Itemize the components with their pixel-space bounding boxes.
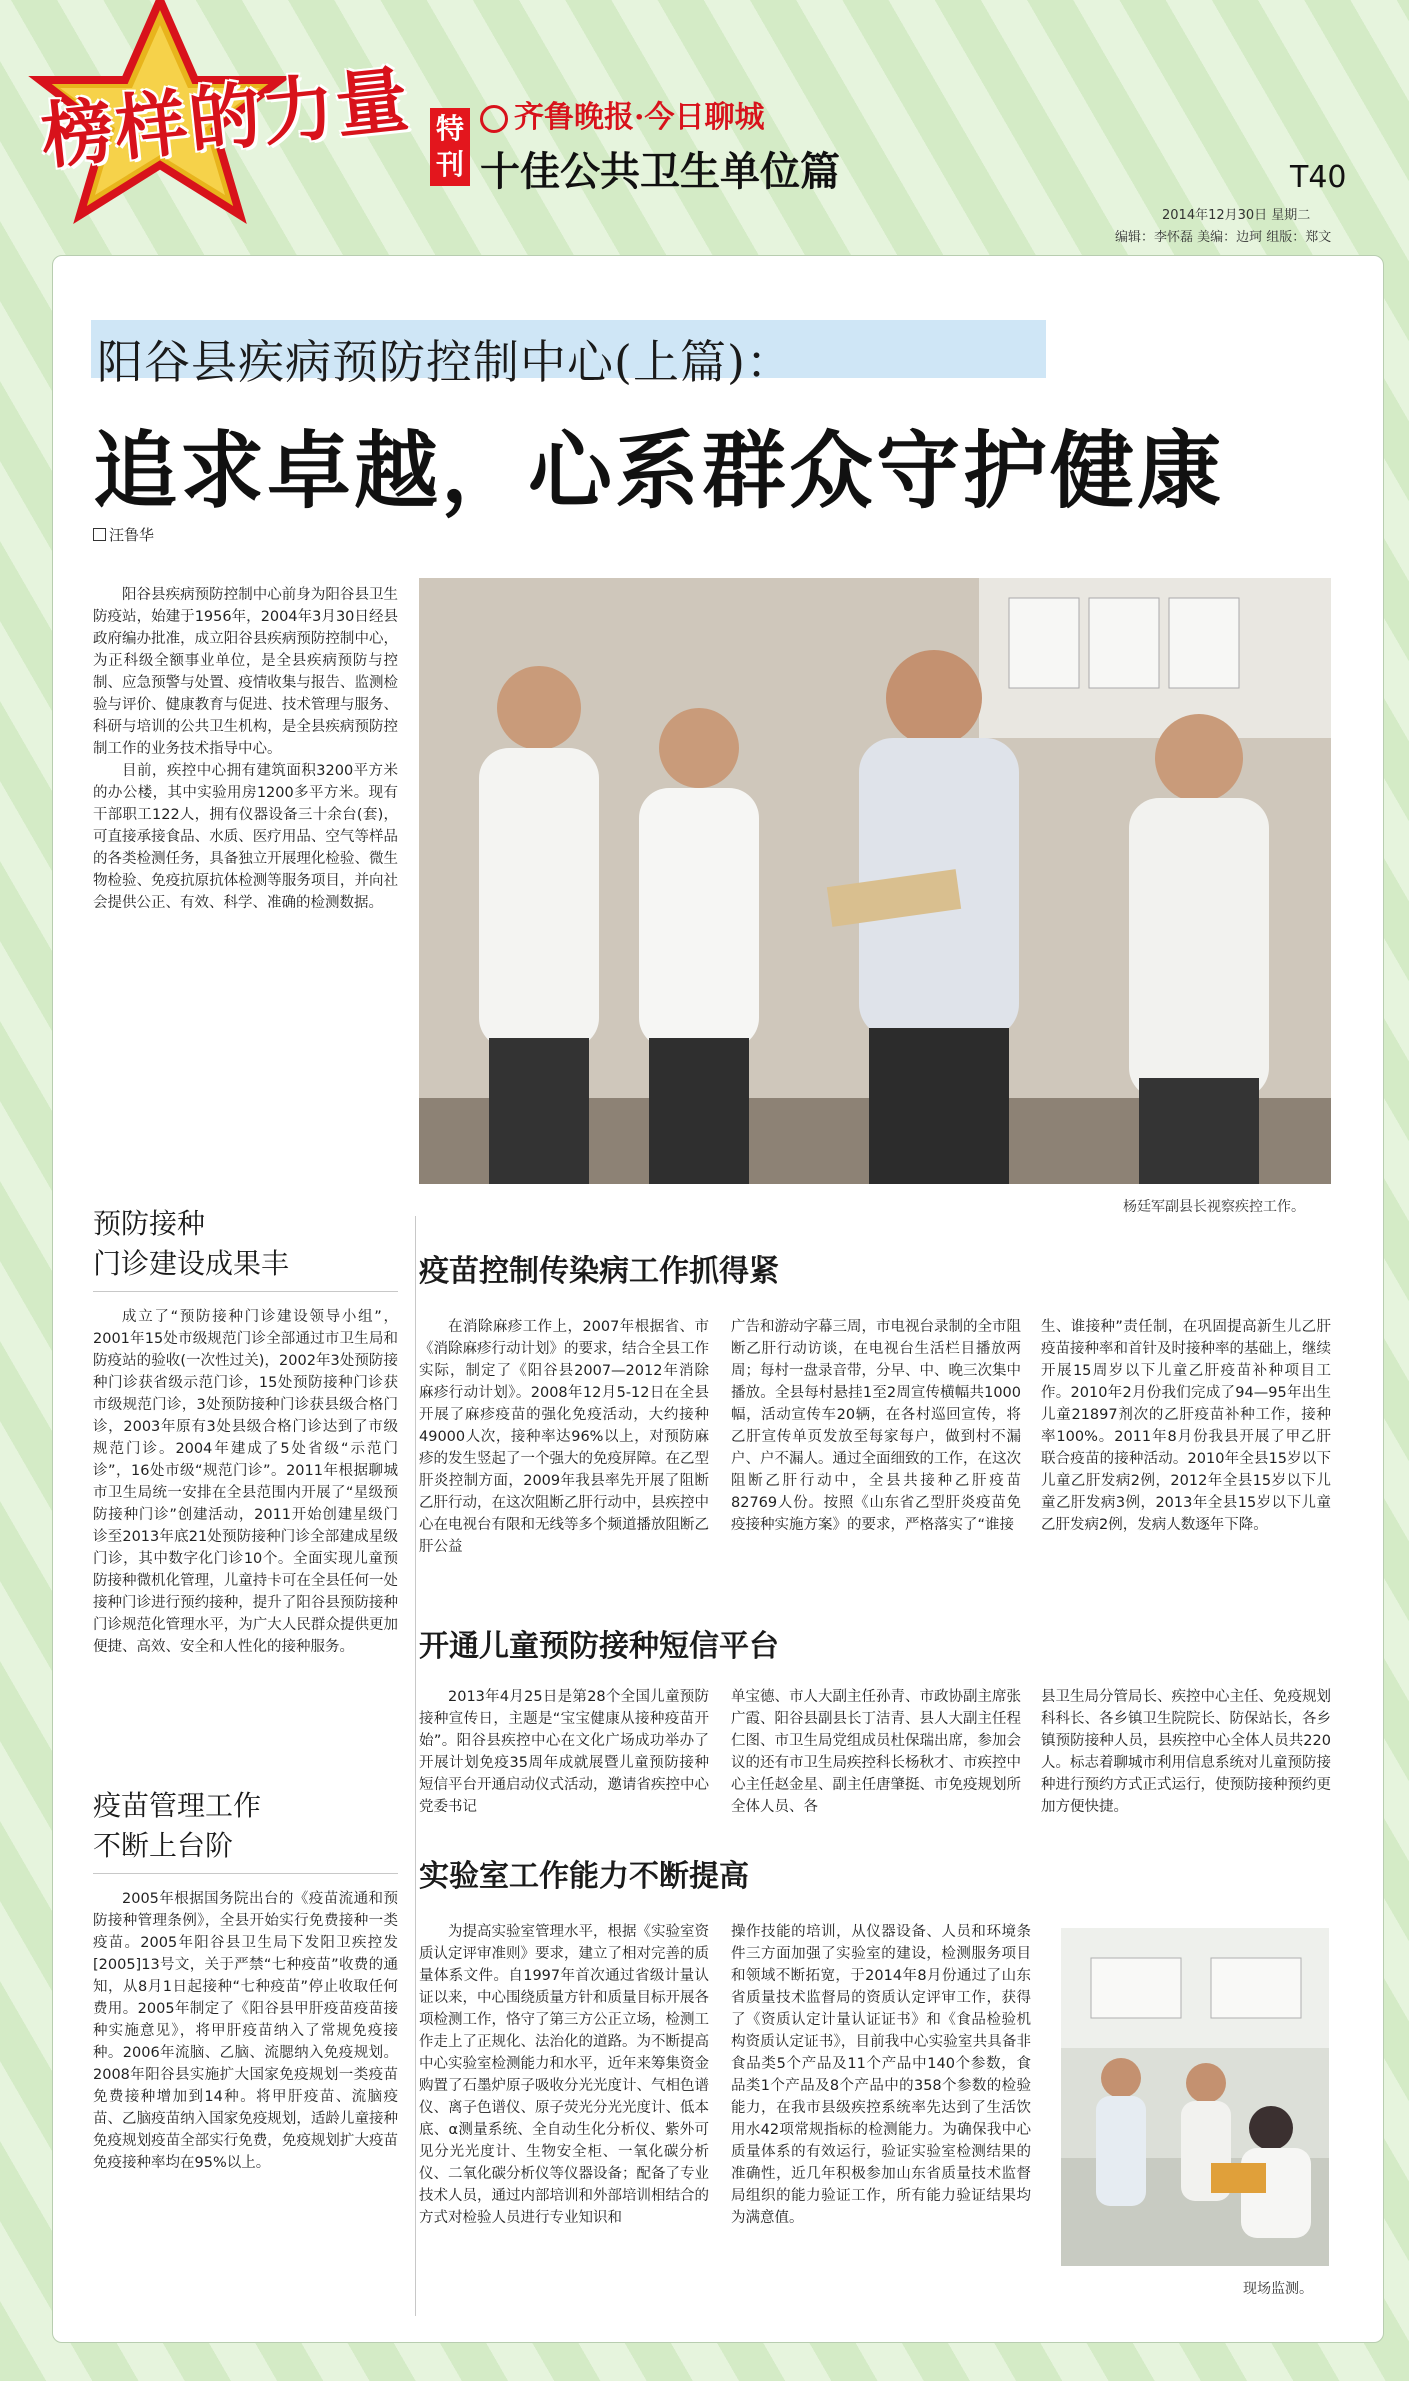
byline-author: 汪鲁华 <box>109 526 155 544</box>
main-photo-caption: 杨廷军副县长视察疾控工作。 <box>1123 1199 1305 1215</box>
special-tag-char-1: 特 <box>435 112 464 145</box>
subsection-1-column <box>93 1306 398 1658</box>
section-2-text-1: 2013年4月25日是第28个全国儿童预防接种宣传日，主题是“宝宝健康从接种疫苗开始”。阳谷县疾控中心在文化广场成功举办了开展计划免疫35周年成就展暨儿童预防接种短信平台开通启动仪式活动，邀请省疾控中心党委书记 <box>419 1689 709 1815</box>
section-2-col-1 <box>419 1686 709 1818</box>
subsection-1-title <box>93 1204 393 1284</box>
subsection-1-text: 成立了“预防接种门诊建设领导小组”，2001年15处市级规范门诊全部通过市卫生局和防疫站的验收(一次性过关)，2002年3处预防接种门诊获省级示范门诊，15处预防接种门诊获市级规范门诊，3处预防接种门诊获县级合格门诊，2003年原有3处县级合格门诊达到了市级规范门诊。2004年建成了5处省级“示范门诊”，16处市级“规范门诊”。2011年根据聊城市卫生局统一安排在全县范围内开展了“星级预防接种门诊”创建活动，2011开始创建星级门诊至2013年底21处预防接种门诊全部建成星级门诊，其中数字化门诊10个。全面实现儿童预防接种微机化管理，儿童持卡可在全县任何一处接种门诊进行预约接种，提升了阳谷县预防接种门诊规范化管理水平，为广大人民群众提供更加便捷、高效、安全和人性化的接种服务。 <box>93 1309 398 1655</box>
paper-logo <box>480 92 764 136</box>
officials-inspection-image <box>419 578 1331 1184</box>
subsection-1-rule <box>93 1291 398 1292</box>
byline-box-icon <box>93 528 106 541</box>
subsection-2-title <box>93 1786 393 1866</box>
masthead <box>0 0 1409 250</box>
lab-monitoring-image <box>1061 1928 1329 2266</box>
subsection-2-column <box>93 1888 398 2174</box>
section-2-title: 开通儿童预防接种短信平台 <box>419 1629 779 1664</box>
intro-column <box>93 584 398 914</box>
section-1-text-2: 广告和游动字幕三周，市电视台录制的全市阻断乙肝行动访谈，在电视台生活栏目播放两周；每村一盘录音带，分早、中、晚三次集中播放。全县每村悬挂1至2周宣传横幅共1000幅，活动宣传车20辆，在各村巡回宣传，将乙肝宣传单页发放至每家每户，做到村不漏户、户不漏人。通过全面细致的工作，在这次阻断乙肝行动中，全县共接种乙肝疫苗82769人份。按照《山东省乙型肝炎疫苗免疫接种实施方案》的要求，严格落实了“谁接 <box>731 1319 1021 1533</box>
section-3-text-2: 操作技能的培训，从仪器设备、人员和环境条件三方面加强了实验室的建设，检测服务项目和领域不断拓宽，于2014年8月份通过了山东省质量技术监督局的资质认定评审工作，获得了《资质认定计量认证证书》和《食品检验机构资质认定证书》，目前我中心实验室共具备非食品类5个产品及11个产品中140个参数，食品类1个产品及8个产品中的358个参数的检验能力，在我市县级疾控系统率先达到了生活饮用水42项常规指标的检测能力。为确保我中心质量体系的有效运行，验证实验室检测结果的准确性，近几年积极参加山东省质量技术监督局组织的能力验证工作，所有能力验证结果均为满意值。 <box>731 1924 1031 2226</box>
article-headline: 追求卓越，心系群众守护健康 <box>93 421 1225 520</box>
section-1-col-1 <box>419 1316 709 1558</box>
section-3-text-1: 为提高实验室管理水平，根据《实验室资质认定评审准则》要求，建立了相对完善的质量体系文件。自1997年首次通过省级计量认证以来，中心围绕质量方针和质量目标开展各项检测工作，恪守了第三方公正立场，检测工作走上了正规化、法治化的道路。为不断提高中心实验室检测能力和水平，近年来筹集资金购置了石墨炉原子吸收分光光度计、气相色谱仪、离子色谱仪、原子荧光分光光度计、低本底、α测量系统、全自动生化分析仪、紫外可见分光光度计、生物安全柜、一氧化碳分析仪、二氧化碳分析仪等仪器设备；配备了专业技术人员，通过内部培训和外部培训相结合的方式对检验人员进行专业知识和 <box>419 1924 709 2226</box>
section-1-text-3: 生、谁接种”责任制，在巩固提高新生儿乙肝疫苗接种率和首针及时接种率的基础上，继续开展15周岁以下儿童乙肝疫苗补种项目工作。2010年2月份我们完成了94—95年出生儿童21897剂次的乙肝疫苗补种工作，接种率100%。2011年8月份我县开展了甲乙肝联合疫苗的接种活动。2010年全县15岁以下儿童乙肝发病2例，2012年全县15岁以下儿童乙肝发病3例，2013年全县15岁以下儿童乙肝发病2例，发病人数逐年下降。 <box>1041 1319 1331 1533</box>
column-divider <box>415 1216 416 2316</box>
section-3-col-2 <box>731 1921 1031 2229</box>
credits: 编辑：李怀磊 美编：边珂 组版：郑文 <box>1115 230 1332 245</box>
subsection-1-title-line-2: 门诊建设成果丰 <box>93 1247 290 1280</box>
paper-logo-icon <box>480 105 508 133</box>
byline <box>93 524 154 545</box>
dateline: 2014年12月30日 星期二 <box>1162 208 1311 223</box>
intro-paragraph-1: 阳谷县疾病预防控制中心前身为阳谷县卫生防疫站，始建于1956年，2004年3月30日经县政府编办批准，成立阳谷县疾病预防控制中心，为正科级全额事业单位，是全县疾病预防与控制、应急预警与处置、疫情收集与报告、监测检验与评价、健康教育与促进、技术管理与服务、科研与培训的公共卫生机构，是全县疾病预防控制工作的业务技术指导中心。 <box>93 587 398 757</box>
subsection-1-title-line-1: 预防接种 <box>93 1207 206 1240</box>
subsection-2-text: 2005年根据国务院出台的《疫苗流通和预防接种管理条例》，全县开始实行免费接种一类疫苗。2005年阳谷县卫生局下发阳卫疾控发[2005]13号文，关于严禁“七种疫苗”收费的通知，从8月1日起接种“七种疫苗”停止收取任何费用。2005年制定了《阳谷县甲肝疫苗疫苗接种实施意见》，将甲肝疫苗纳入了常规免疫接种。2006年流脑、乙脑、流腮纳入免疫规划。2008年阳谷县实施扩大国家免疫规划一类疫苗免费接种增加到14种。将甲肝疫苗、流脑疫苗、乙脑疫苗纳入国家免疫规划，适龄儿童接种免疫规划疫苗全部实行免费，免疫规划扩大疫苗免疫接种率均在95%以上。 <box>93 1891 398 2171</box>
lab-photo-caption: 现场监测。 <box>1243 2281 1313 2297</box>
subsection-2-title-line-2: 不断上台阶 <box>93 1829 234 1862</box>
special-tag-char-2: 刊 <box>435 148 464 181</box>
subsection-2-title-line-1: 疫苗管理工作 <box>93 1789 262 1822</box>
article-kicker: 阳谷县疾病预防控制中心(上篇)： <box>97 335 793 389</box>
section-2-text-2: 单宝德、市人大副主任孙青、市政协副主席张广霞、阳谷县副县长丁洁青、县人大副主任程仁图、市卫生局党组成员杜保瑞出席，参加会议的还有市卫生局疾控科长杨秋才、市疾控中心主任赵金星、副主任唐肇挺、市免疫规划所全体人员、各 <box>731 1689 1021 1815</box>
section-1-title: 疫苗控制传染病工作抓得紧 <box>419 1254 779 1289</box>
main-photo <box>419 578 1331 1184</box>
lab-photo <box>1061 1928 1329 2266</box>
page-number: T40 <box>1290 160 1347 195</box>
section-3-col-1 <box>419 1921 709 2229</box>
article-panel <box>52 255 1384 2343</box>
section-3-title: 实验室工作能力不断提高 <box>419 1859 749 1894</box>
section-1-col-3 <box>1041 1316 1331 1536</box>
subsection-2-rule <box>93 1873 398 1874</box>
intro-paragraph-2: 目前，疾控中心拥有建筑面积3200平方米的办公楼，其中实验用房1200多平方米。现有干部职工122人，拥有仪器设备三十余台(套)，可直接承接食品、水质、医疗用品、空气等样品的各类检测任务，具备独立开展理化检验、微生物检验、免疫抗原抗体检测等服务项目，并向社会提供公正、有效、科学、准确的检测数据。 <box>93 763 398 911</box>
section-2-col-2 <box>731 1686 1021 1818</box>
section-1-col-2 <box>731 1316 1021 1536</box>
section-2-text-3: 县卫生局分管局长、疾控中心主任、免疫规划科科长、各乡镇卫生院院长、防保站长，各乡镇预防接种人员，县疾控中心全体人员共220人。标志着聊城市利用信息系统对儿童预防接种进行预约方式正式运行，使预防接种预约更加方便快捷。 <box>1041 1689 1331 1815</box>
section-title: 十佳公共卫生单位篇 <box>480 149 840 195</box>
paper-name: 齐鲁晚报·今日聊城 <box>514 100 765 135</box>
slogan: 榜样的力量 <box>37 55 415 180</box>
section-2-col-3 <box>1041 1686 1331 1818</box>
special-issue-tag <box>430 108 470 186</box>
section-1-text-1: 在消除麻疹工作上，2007年根据省、市《消除麻疹行动计划》的要求，结合全县工作实际，制定了《阳谷县2007—2012年消除麻疹行动计划》。2008年12月5-12日在全县开展了麻疹疫苗的强化免疫活动，大约接种49000人次，接种率达96%以上，对预防麻疹的发生竖起了一个强大的免疫屏障。在乙型肝炎控制方面，2009年我县率先开展了阻断乙肝行动，在这次阻断乙肝行动中，县疾控中心在电视台有限和无线等多个频道播放阻断乙肝公益 <box>419 1319 709 1555</box>
